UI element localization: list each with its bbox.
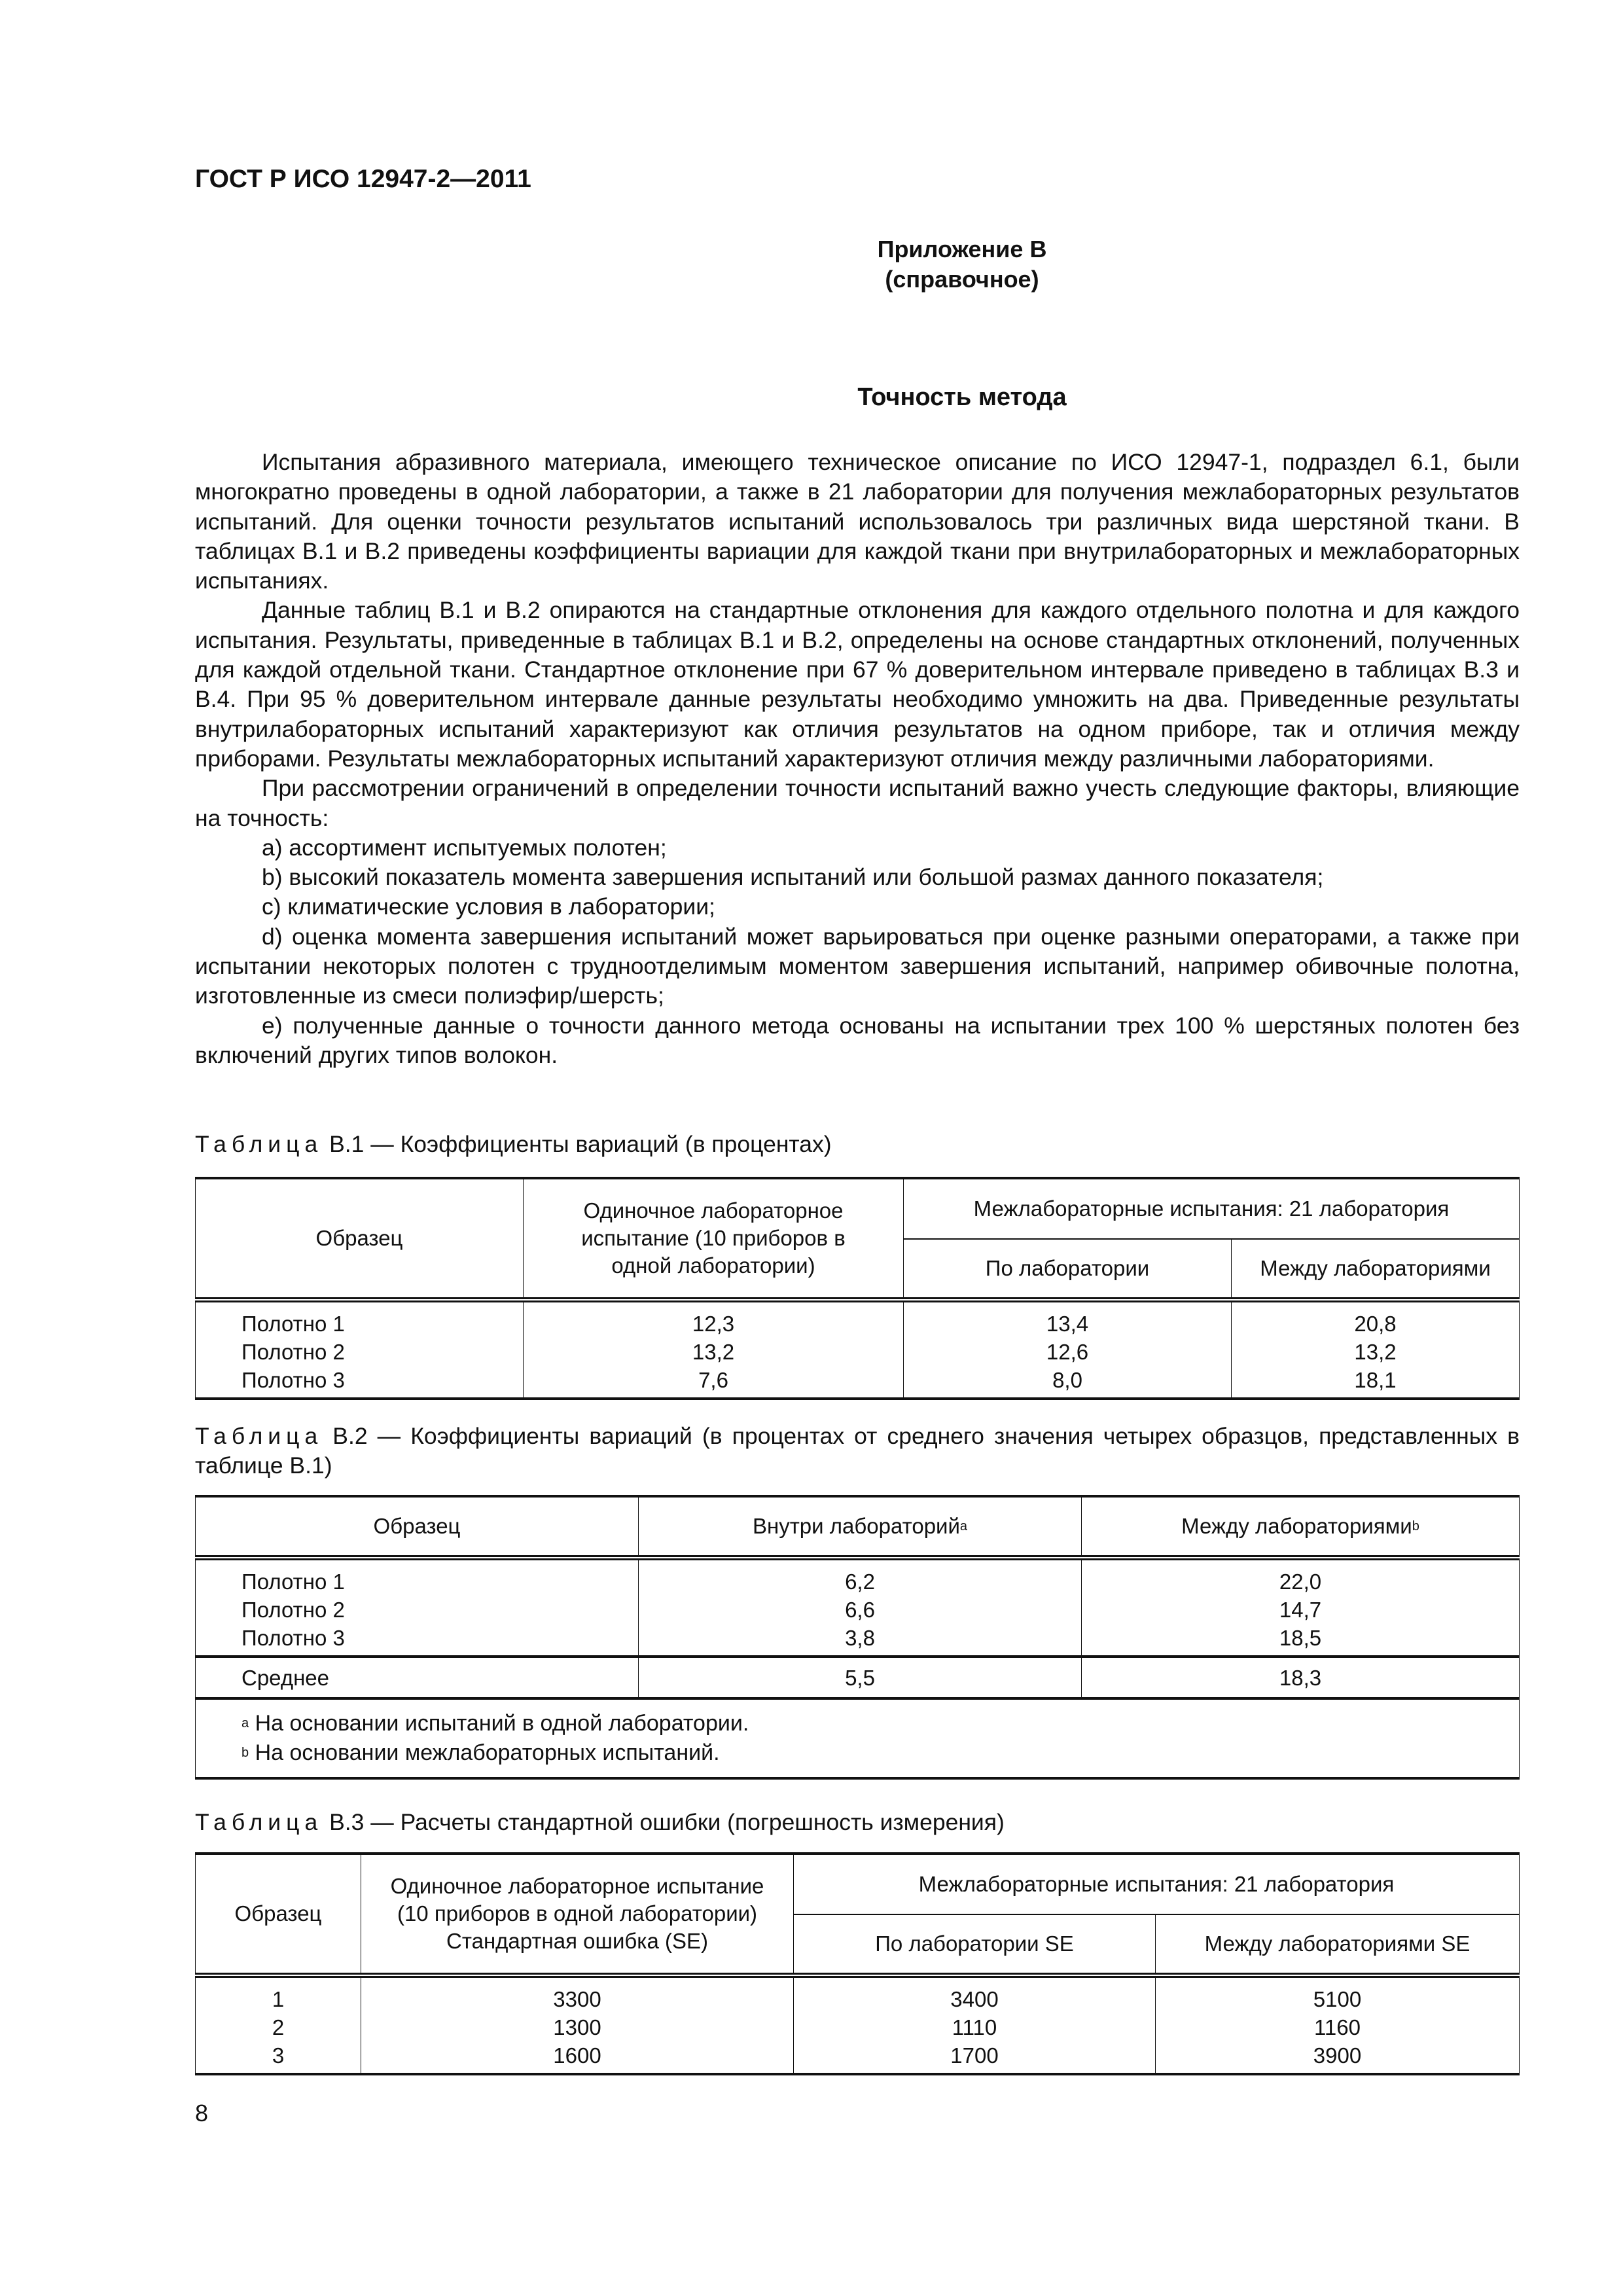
section-title: Точность метода [857,384,1067,411]
document-code: ГОСТ Р ИСО 12947-2—2011 [195,165,531,193]
table-row [196,1300,1520,1338]
annex-heading [195,234,1520,295]
table-1-cell: 8,0 [904,1366,1232,1399]
table-2-cell: 3,8 [639,1624,1082,1657]
page-number: 8 [195,2100,209,2126]
paragraph-1: Испытания абразивного материала, имеющего техническое описание по ИСО 12947-1, подраздел 6.1, были многократно проведены в одной лаборатории, а также в 21 лаборатории для получения межлабораторных результатов испытаний. Для оценки точности результатов испытаний использовалось три различных вида шерстяной ткани. В таблицах В.1 и В.2 приведены коэффициенты вариации для каждой ткани при внутрилабораторных и межлабораторных испытаниях. [195,449,1520,594]
table-3-cell: 3300 [361,1975,794,2013]
table-row [196,1366,1520,1399]
table-1-cell: Полотно 1 [196,1300,524,1338]
table-3-cell: 1300 [361,2013,794,2041]
paragraph-3: При рассмотрении ограничений в определении точности испытаний важно учесть следующие факторы, влияющие на точность: [195,775,1520,831]
table-1 [195,1177,1520,1400]
table-1-header-between: Между лабораториями [1232,1239,1520,1300]
table-3-cell: 1 [196,1975,361,2013]
table-3-cell: 2 [196,2013,361,2041]
table-2-cell: 18,3 [1082,1657,1520,1698]
table-1-caption-prefix: Таблица [195,1131,323,1157]
table-3-cell: 3900 [1156,2041,1520,2074]
table-2-header-within [639,1496,1082,1558]
table-2-caption-text: В.2 — Коэффициенты вариаций (в процентах от среднего значения четырех образцов, представленных в таблице В.1) [195,1423,1520,1479]
table-row [196,1975,1520,2013]
table-1-cell: Полотно 3 [196,1366,524,1399]
table-3-caption-text: В.3 — Расчеты стандартной ошибки (погрешность измерения) [323,1809,1005,1835]
table-2-cell: 18,5 [1082,1624,1520,1657]
table-3-header-inter: Межлабораторные испытания: 21 лаборатория [794,1854,1520,1914]
table-1-cell: Полотно 2 [196,1338,524,1366]
table-3-header-per-lab: По лаборатории SE [794,1914,1156,1975]
footnote-marker-b: b [1412,1519,1419,1534]
footnote-b-mark: b [241,1746,249,1760]
table-1-header-sample: Образец [196,1178,524,1300]
table-row [196,1558,1520,1596]
footnote-a-text: На основании испытаний в одной лаборатории. [249,1711,749,1736]
annex-label: Приложение В [877,236,1047,262]
table-3-cell: 1110 [794,2013,1156,2041]
list-item-a: a) ассортимент испытуемых полотен; [262,834,667,861]
table-2-cell: Полотно 2 [196,1596,639,1624]
table-1-cell: 12,6 [904,1338,1232,1366]
table-2-caption-prefix: Таблица [195,1423,323,1449]
table-row-mean [196,1657,1520,1698]
table-2-cell: 6,6 [639,1596,1082,1624]
table-2-caption [195,1422,1520,1480]
table-1-cell: 12,3 [524,1300,904,1338]
table-2-header-within-label: Внутри лабораторий [752,1514,960,1538]
table-1-cell: 13,4 [904,1300,1232,1338]
table-2-cell: 5,5 [639,1657,1082,1698]
table-2-notes [196,1698,1520,1778]
table-3 [195,1852,1520,2075]
table-2-footnotes [196,1698,1520,1778]
table-2-header-between-label: Между лабораториями [1181,1514,1412,1538]
table-2-cell: Среднее [196,1657,639,1698]
table-3-cell: 3400 [794,1975,1156,2013]
table-3-cell: 1700 [794,2041,1156,2074]
table-2-cell: 6,2 [639,1558,1082,1596]
footnote-b-text: На основании межлабораторных испытаний. [249,1740,720,1765]
annex-type: (справочное) [885,266,1039,293]
table-2-header-between [1082,1496,1520,1558]
table-2-header-sample: Образец [196,1496,639,1558]
table-3-cell: 3 [196,2041,361,2074]
table-1-caption [195,1130,832,1159]
table-row [196,1338,1520,1366]
table-2-cell: Полотно 1 [196,1558,639,1596]
table-3-header-single: Одиночное лабораторное испытание (10 приборов в одной лаборатории) Стандартная ошибка (SE) [361,1854,794,1975]
body-text [195,448,1520,1070]
table-1-cell: 13,2 [524,1338,904,1366]
table-3-caption-prefix: Таблица [195,1809,323,1835]
table-2-cell: Полотно 3 [196,1624,639,1657]
table-row [196,2041,1520,2074]
footnote-a-mark: a [241,1716,249,1731]
table-2-cell: 14,7 [1082,1596,1520,1624]
table-row [196,2013,1520,2041]
footnote-a [241,1709,1518,1738]
list-item-b: b) высокий показатель момента завершения испытаний или большой размах данного показателя; [262,864,1324,891]
footnote-b [241,1738,1518,1768]
table-1-header-per-lab: По лаборатории [904,1239,1232,1300]
table-3-header-sample: Образец [196,1854,361,1975]
table-1-header-single: Одиночное лабораторное испытание (10 приборов в одной лаборатории) [524,1178,904,1300]
list-item-e: e) полученные данные о точности данного метода основаны на испытании трех 100 % шерстяных полотен без включений других типов волокон. [195,1012,1520,1068]
table-1-cell: 18,1 [1232,1366,1520,1399]
table-3-caption [195,1808,1005,1837]
table-row [196,1596,1520,1624]
paragraph-2: Данные таблиц В.1 и В.2 опираются на стандартные отклонения для каждого отдельного полотна и для каждого испытания. Результаты, приведенные в таблицах В.1 и В.2, определены на основе стандартных отклонений, полученных для каждой отдельной ткани. Стандартное отклонение при 67 % доверительном интервале приведено в таблицах В.3 и В.4. При 95 % доверительном интервале данные результаты необходимо умножить на два. Приведенные результаты внутрилабораторных испытаний характеризуют как отличия результатов на одном приборе, так и отличия между приборами. Результаты межлабораторных испытаний характеризуют отличия между различными лабораториями. [195,597,1520,772]
table-1-cell: 20,8 [1232,1300,1520,1338]
table-2 [195,1495,1520,1780]
table-3-cell: 5100 [1156,1975,1520,2013]
table-1-cell: 7,6 [524,1366,904,1399]
table-1-cell: 13,2 [1232,1338,1520,1366]
footnote-marker-a: a [959,1519,968,1534]
list-item-c: c) климатические условия в лаборатории; [262,893,715,920]
table-3-header-between: Между лабораториями SE [1156,1914,1520,1975]
table-3-cell: 1600 [361,2041,794,2074]
table-1-caption-text: В.1 — Коэффициенты вариаций (в процентах) [323,1131,832,1157]
table-3-cell: 1160 [1156,2013,1520,2041]
table-row [196,1624,1520,1657]
table-2-cell: 22,0 [1082,1558,1520,1596]
table-1-header-inter: Межлабораторные испытания: 21 лаборатория [904,1178,1520,1239]
list-item-d: d) оценка момента завершения испытаний может варьироваться при оценке разными операторами, а также при испытании некоторых полотен с трудноотделимым моментом завершения испытаний, например обивочные полотна, изготовленные из смеси полиэфир/шерсть; [195,923,1520,1009]
